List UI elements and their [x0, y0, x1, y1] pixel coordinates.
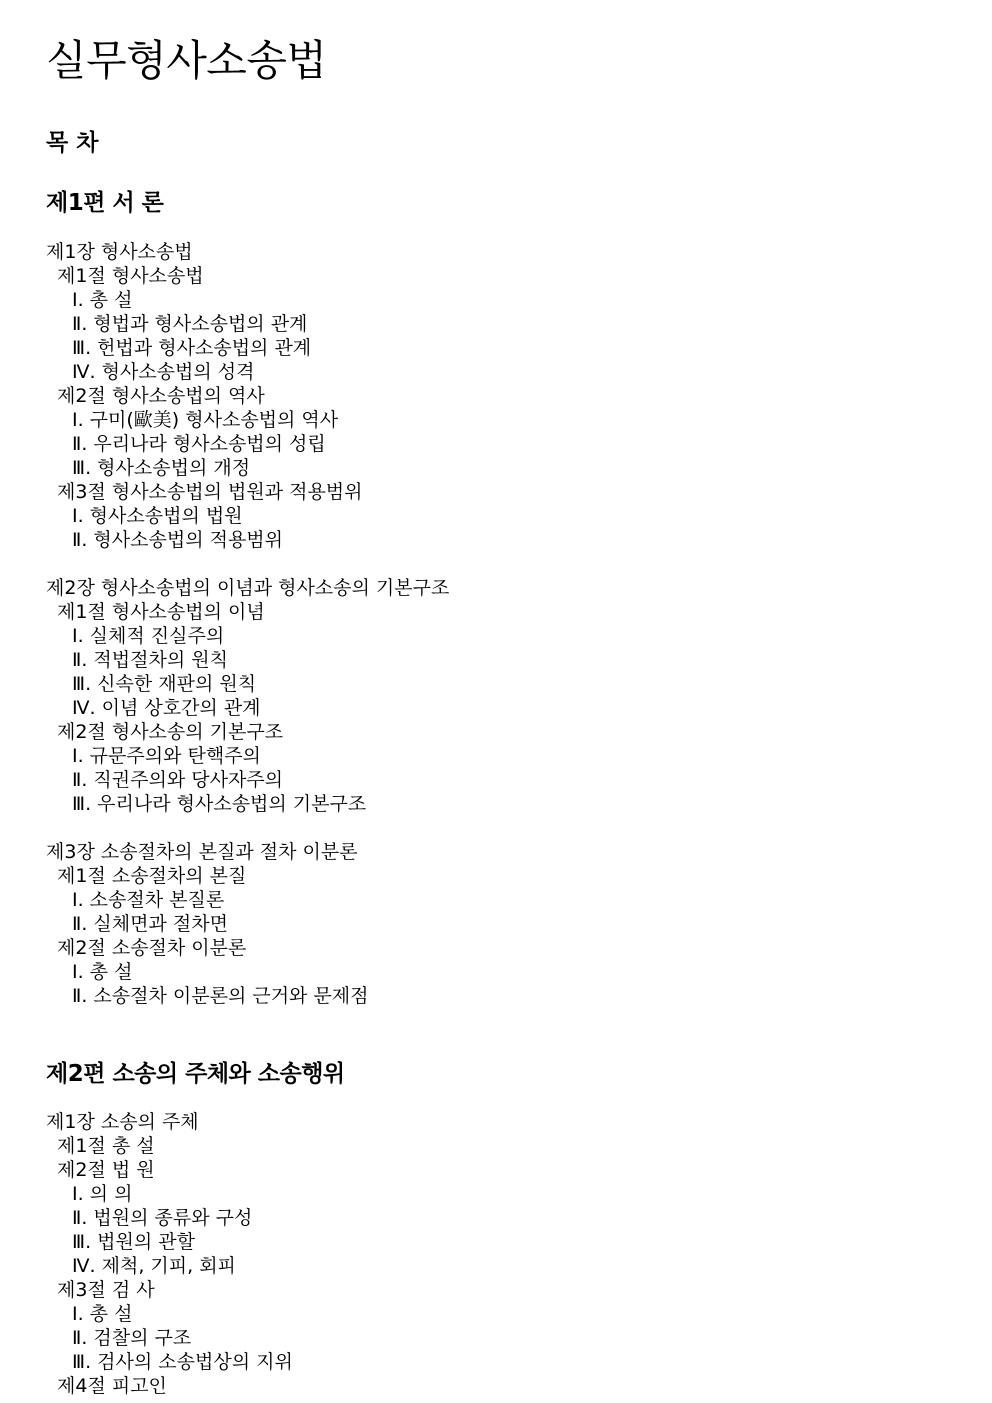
toc-chapter: 제1장 소송의 주체: [46, 1111, 199, 1133]
toc-item: Ⅰ. 형사소송법의 법원: [72, 505, 243, 527]
toc-item: Ⅲ. 헌법과 형사소송법의 관계: [72, 337, 312, 359]
toc-chapter: 제1장 형사소송법: [46, 241, 193, 263]
toc-section: 제1절 형사소송법: [57, 265, 204, 287]
toc-item: Ⅰ. 실체적 진실주의: [72, 625, 225, 647]
document-title: 실무형사소송법: [46, 36, 327, 85]
toc-item: Ⅱ. 우리나라 형사소송법의 성립: [72, 433, 326, 455]
toc-item: Ⅲ. 검사의 소송법상의 지위: [72, 1351, 293, 1373]
toc-item: Ⅲ. 우리나라 형사소송법의 기본구조: [72, 793, 367, 815]
toc-item: Ⅱ. 형사소송법의 적용범위: [72, 529, 284, 551]
toc-section: 제3절 검 사: [57, 1279, 155, 1301]
toc-item: Ⅱ. 직권주의와 당사자주의: [72, 769, 284, 791]
toc-section: 제2절 형사소송법의 역사: [57, 385, 265, 407]
toc-item: Ⅱ. 실체면과 절차면: [72, 913, 228, 935]
part-heading-1: 제1편 서 론: [46, 190, 164, 216]
toc-item: Ⅰ. 총 설: [72, 289, 133, 311]
toc-item: Ⅳ. 형사소송법의 성격: [72, 361, 255, 383]
toc-section: 제1절 소송절차의 본질: [57, 865, 247, 887]
toc-section: 제2절 법 원: [57, 1159, 155, 1181]
toc-item: Ⅰ. 소송절차 본질론: [72, 889, 225, 911]
toc-item: Ⅰ. 의 의: [72, 1183, 133, 1205]
toc-section: 제3절 형사소송법의 법원과 적용범위: [57, 481, 363, 503]
toc-item: Ⅱ. 소송절차 이분론의 근거와 문제점: [72, 985, 369, 1007]
toc-item: Ⅱ. 검찰의 구조: [72, 1327, 192, 1349]
toc-item: Ⅲ. 형사소송법의 개정: [72, 457, 251, 479]
toc-item: Ⅰ. 총 설: [72, 961, 133, 983]
toc-section: 제1절 총 설: [57, 1135, 155, 1157]
toc-item: Ⅲ. 신속한 재판의 원칙: [72, 673, 257, 695]
part-heading-2: 제2편 소송의 주체와 소송행위: [46, 1061, 345, 1087]
toc-item: Ⅱ. 법원의 종류와 구성: [72, 1207, 253, 1229]
toc-item: Ⅱ. 형법과 형사소송법의 관계: [72, 313, 308, 335]
toc-section: 제1절 형사소송법의 이념: [57, 601, 265, 623]
toc-item: Ⅱ. 적법절차의 원칙: [72, 649, 228, 671]
toc-chapter: 제2장 형사소송법의 이념과 형사소송의 기본구조: [46, 577, 450, 599]
toc-section: 제2절 소송절차 이분론: [57, 937, 247, 959]
toc-item: Ⅰ. 규문주의와 탄핵주의: [72, 745, 261, 767]
toc-heading: 목 차: [46, 130, 99, 156]
toc-item: Ⅲ. 법원의 관할: [72, 1231, 195, 1253]
toc-item: Ⅳ. 이념 상호간의 관계: [72, 697, 261, 719]
toc-section: 제2절 형사소송의 기본구조: [57, 721, 284, 743]
toc-item: Ⅳ. 제척, 기피, 회피: [72, 1255, 236, 1277]
toc-item: Ⅰ. 구미(歐美) 형사소송법의 역사: [72, 409, 339, 431]
toc-item: Ⅰ. 총 설: [72, 1303, 133, 1325]
toc-chapter: 제3장 소송절차의 본질과 절차 이분론: [46, 841, 358, 863]
toc-section: 제4절 피고인: [57, 1375, 167, 1397]
